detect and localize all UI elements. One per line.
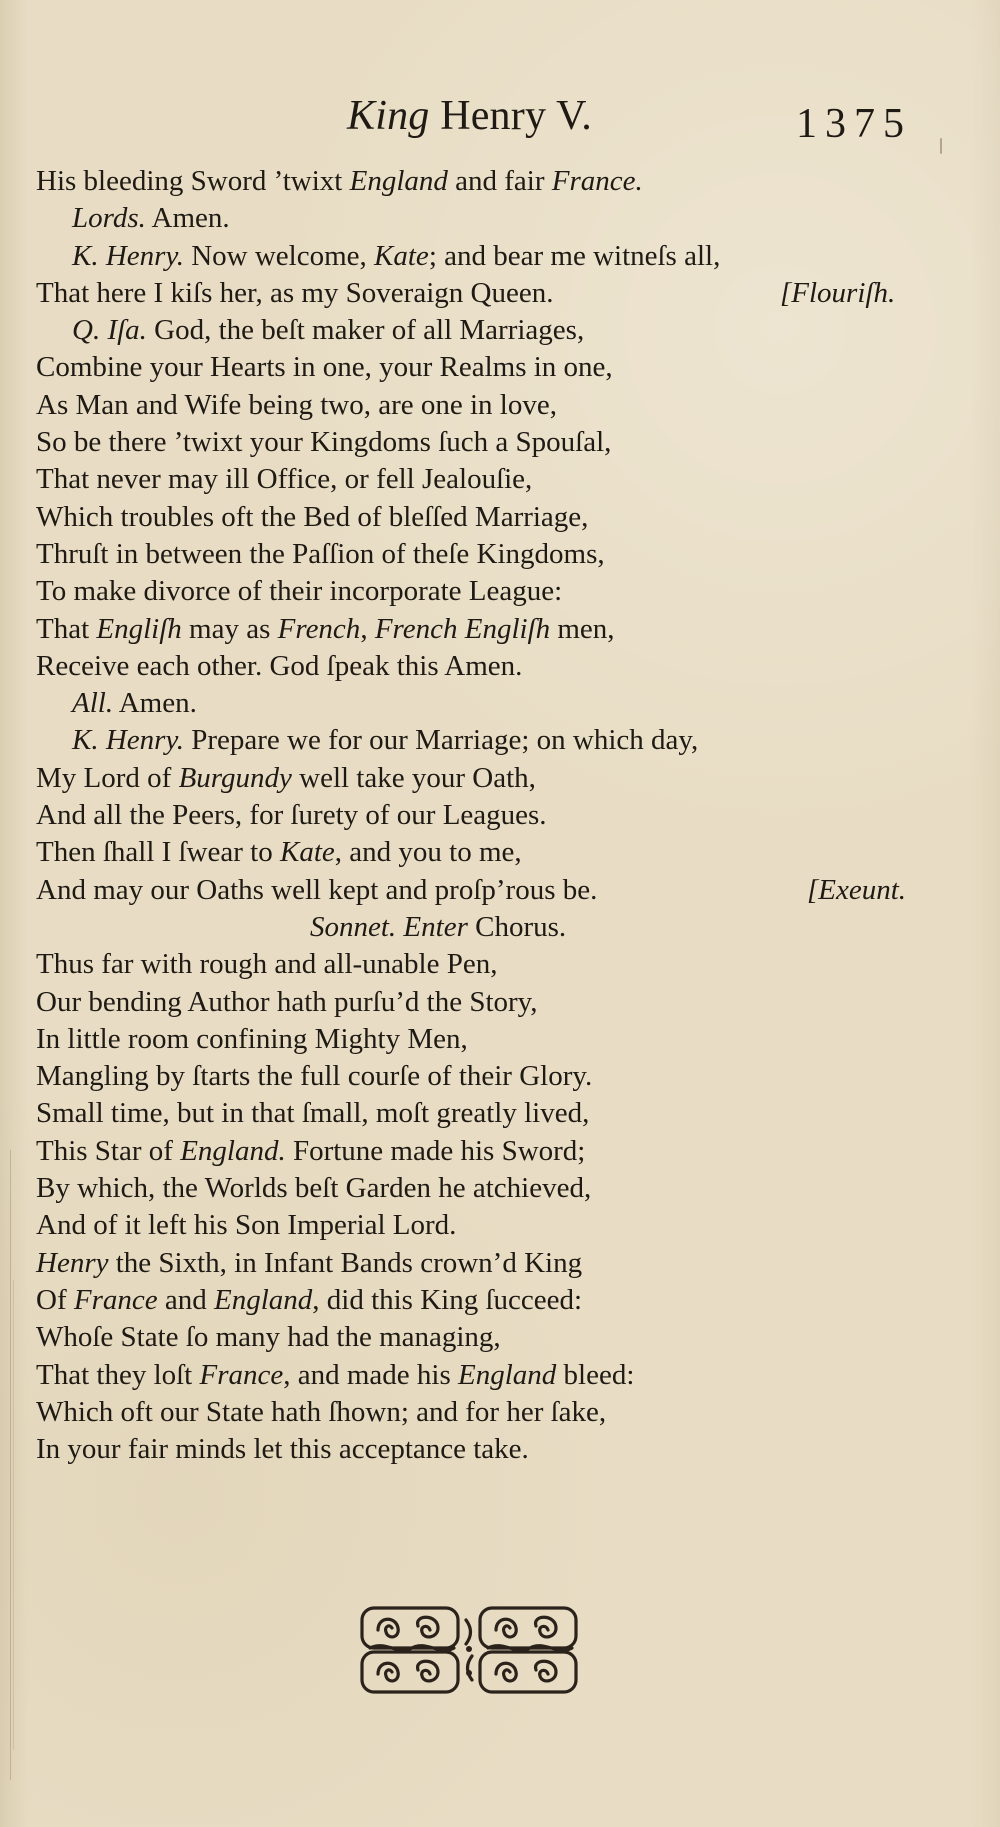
- roman-text: This Star of: [36, 1134, 181, 1167]
- roman-text: To make divorce of their incorporate League:: [36, 575, 563, 608]
- text-line: [36, 387, 936, 424]
- text-line: [36, 499, 936, 536]
- roman-text: As Man and Wife being two, are one in love,: [36, 388, 557, 421]
- roman-text: Prepare we for our Marriage; on which day,: [183, 724, 699, 757]
- roman-text: That: [36, 612, 97, 645]
- italic-text: All.: [72, 687, 114, 720]
- text-line: [36, 984, 936, 1021]
- text-line: [36, 1431, 936, 1468]
- roman-text: And of it left his Son Imperial Lord.: [36, 1209, 457, 1242]
- text-line: [36, 536, 936, 573]
- text-line: [36, 834, 936, 871]
- italic-text: Burgundy: [178, 761, 292, 794]
- text-line: [36, 238, 936, 275]
- page-edge-shadow: [10, 1150, 11, 1780]
- page-edge-shadow: [13, 1280, 14, 1750]
- running-title-italic: King: [347, 93, 430, 139]
- text-line: [36, 1133, 936, 1170]
- running-header: [0, 92, 1000, 154]
- text-line: [36, 1207, 936, 1244]
- roman-text: Mangling by ſtarts the full courſe of their Glory.: [36, 1060, 593, 1093]
- italic-text: French: [277, 612, 361, 645]
- text-line: [36, 872, 936, 909]
- stage-direction: [Flouriſh.: [780, 276, 896, 309]
- roman-text: Thruſt in between the Paſſion of theſe Kingdoms,: [36, 537, 605, 570]
- printer-ornament-icon: [354, 1602, 586, 1698]
- italic-text: England.: [180, 1134, 286, 1167]
- roman-text: Thus far with rough and all-unable Pen,: [36, 948, 498, 981]
- roman-text: Whoſe State ſo many had the managing,: [36, 1321, 501, 1354]
- text-line: [36, 1170, 936, 1207]
- italic-text: K. Henry.: [72, 724, 184, 757]
- text-line: [36, 1021, 936, 1058]
- roman-text: Now welcome,: [183, 239, 375, 272]
- roman-text: and fair: [447, 165, 552, 197]
- text-line: [36, 722, 936, 759]
- roman-text: Our bending Author hath purſu’d the Story,: [36, 985, 538, 1018]
- text-line: [36, 163, 936, 200]
- italic-text: Kate: [280, 836, 335, 869]
- text-line: [36, 1245, 936, 1282]
- text-line: [36, 200, 936, 237]
- roman-text: may as: [181, 612, 278, 645]
- italic-text: England: [349, 165, 448, 197]
- roman-text: So be there ’twixt your Kingdoms ſuch a Spouſal,: [36, 426, 612, 459]
- roman-text: In little room confining Mighty Men,: [36, 1022, 468, 1055]
- roman-text: Which troubles oft the Bed of bleſſed Marriage,: [36, 500, 589, 533]
- roman-text: That here I kiſs her, as my Soveraign Queen.: [36, 276, 554, 309]
- text-line: [36, 685, 936, 722]
- roman-text: ,: [360, 612, 375, 645]
- roman-text: God, the beſt maker of all Marriages,: [146, 314, 585, 347]
- italic-text: France: [73, 1283, 158, 1316]
- italic-text: England: [213, 1283, 313, 1316]
- roman-text: men,: [550, 612, 615, 645]
- italic-text: K. Henry.: [72, 239, 184, 272]
- running-title: [347, 92, 592, 140]
- text-line: [36, 1319, 936, 1356]
- roman-text: Receive each other. God ſpeak this Amen.: [36, 649, 523, 682]
- roman-text: His bleeding Sword ’twixt: [36, 165, 350, 197]
- text-line: [36, 275, 936, 312]
- italic-text: French Engliſh: [374, 612, 551, 645]
- italic-text: France.: [551, 165, 643, 197]
- text-line: [36, 573, 936, 610]
- text-line: [36, 1357, 936, 1394]
- roman-text: Combine your Hearts in one, your Realms in one,: [36, 351, 613, 384]
- roman-text: , did this King ſucceed:: [312, 1283, 583, 1316]
- roman-text: Then ſhall I ſwear to: [36, 836, 280, 869]
- roman-text: , and made his: [283, 1358, 459, 1391]
- running-title-roman: Henry V.: [440, 93, 592, 139]
- roman-text: And all the Peers, for ſurety of our Leagues.: [36, 799, 547, 832]
- italic-text: Sonnet. Enter: [310, 910, 468, 943]
- text-line: [36, 760, 936, 797]
- text-line: [36, 461, 936, 498]
- text-line: [36, 424, 936, 461]
- roman-text: and: [157, 1283, 214, 1316]
- text-line: [36, 1095, 936, 1132]
- text-line: [36, 648, 936, 685]
- play-text: [36, 163, 936, 1468]
- roman-text: That they loſt: [36, 1358, 200, 1391]
- roman-text: That never may ill Office, or fell Jealouſie,: [36, 463, 533, 496]
- italic-text: Q. Iſa.: [72, 314, 147, 347]
- roman-text: In your fair minds let this acceptance take.: [36, 1433, 529, 1466]
- roman-text: Small time, but in that ſmall, moſt greatly lived,: [36, 1097, 590, 1130]
- italic-text: England: [458, 1358, 557, 1391]
- roman-text: the Sixth, in Infant Bands crown’d King: [108, 1246, 583, 1279]
- roman-text: My Lord of: [36, 761, 179, 794]
- roman-text: ; and bear me witneſs all,: [428, 239, 721, 272]
- text-line: [36, 1282, 936, 1319]
- text-line: [36, 611, 936, 648]
- italic-text: Kate: [374, 239, 429, 272]
- stage-direction: [Exeunt.: [807, 873, 907, 906]
- roman-text: Fortune made his Sword;: [285, 1134, 586, 1167]
- roman-text: bleed:: [556, 1358, 635, 1391]
- roman-text: And may our Oaths well kept and proſp’rous be.: [36, 873, 598, 906]
- text-line: [36, 946, 936, 983]
- text-line: [36, 797, 936, 834]
- roman-text: , and you to me,: [334, 836, 522, 869]
- italic-text: Engliſh: [96, 612, 182, 645]
- text-line: [36, 1394, 936, 1431]
- roman-text: Amen.: [145, 202, 230, 235]
- italic-text: Henry: [36, 1246, 109, 1279]
- page-number: 1375: [796, 101, 912, 147]
- roman-text: Of: [36, 1283, 74, 1316]
- text-line: [36, 349, 936, 386]
- roman-text: Which oft our State hath ſhown; and for her ſake,: [36, 1395, 607, 1428]
- italic-text: Lords.: [72, 202, 146, 235]
- roman-text: Amen.: [113, 687, 197, 720]
- roman-text: well take your Oath,: [291, 761, 536, 794]
- text-line: [36, 1058, 936, 1095]
- italic-text: France: [199, 1358, 284, 1391]
- roman-text: By which, the Worlds beſt Garden he atchieved,: [36, 1172, 592, 1205]
- roman-text: Chorus.: [467, 910, 567, 943]
- text-line: [36, 909, 936, 946]
- text-line: [36, 312, 936, 349]
